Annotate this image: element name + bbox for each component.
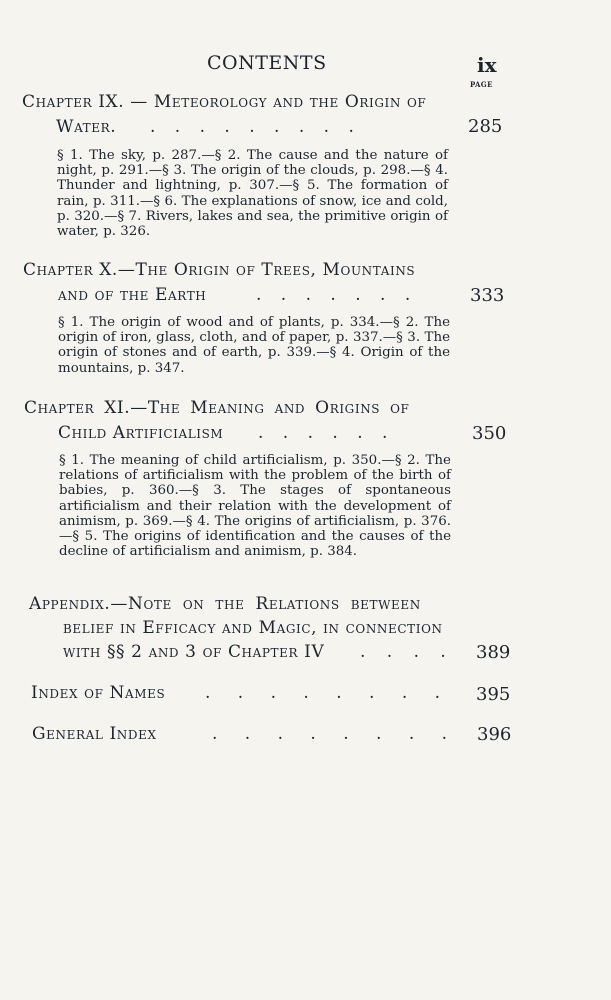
entry-description: § 1. The origin of wood and of plants, p. 334.—§ 2. The origin of iron, glass, cloth, and of paper, p. 337.—§ 3. The origin of stones and of earth, p. 339.—§ 4. Origin of the mountains, p. 347. [58,315,450,376]
leader-dots: . . . . . . . . [212,724,448,744]
leader-dots: . . . . [360,642,446,662]
entry-page-number: 395 [476,684,511,705]
entry-heading-line-1: Chapter IX. — Meteorology and the Origin of [22,92,427,112]
leader-dots: . . . . . . . [256,285,411,305]
page-title: CONTENTS [207,52,327,74]
entry-heading-line-2: and of the Earth [58,285,207,305]
leader-dots: . . . . . . [258,423,388,443]
entry-description: § 1. The sky, p. 287.—§ 2. The cause and the nature of night, p. 291.—§ 3. The origin of the clouds, p. 298.—§ 4. Thunder and lightning, p. 307.—§ 5. The formation of rain, p. 311.—§ 6. The explanations of snow, ice and cold, p. 320.—§ 7. Rivers, lakes and sea, the primitive origin of water, p. 326. [57,148,448,240]
entry-heading-line-3: with §§ 2 and 3 of Chapter IV [63,642,325,662]
entry-heading-line-2: belief in Efficacy and Magic, in connection [63,618,443,638]
entry-heading-line-1: Chapter X.—The Origin of Trees, Mountains [23,260,416,280]
entry-heading: Index of Names [31,683,166,703]
entry-page-number: 333 [470,285,505,306]
page-number: ix [477,53,497,77]
page-column-label: PAGE [470,80,493,89]
entry-heading-line-2: Child Artificialism [58,423,224,443]
entry-heading-line-2: Water. [56,117,117,137]
entry-page-number: 396 [477,724,512,745]
leader-dots: . . . . . . . . . [150,117,354,137]
leader-dots: . . . . . . . . [205,683,441,703]
entry-page-number: 285 [468,116,503,137]
entry-heading-line-1: Chapter XI.—The Meaning and Origins of [24,398,410,418]
entry-heading-line-1: Appendix.—Note on the Relations between [29,594,421,614]
entry-description: § 1. The meaning of child artificialism, p. 350.—§ 2. The relations of artificialism with the problem of the birth of babies, p. 360.—§ 3. The stages of spontaneous artificialism and their relation with the development of animism, p. 369.—§ 4. The origins of artificialism, p. 376.—§ 5. The origins of identification and the causes of the decline of artificialism and animism, p. 384. [59,453,451,560]
entry-page-number: 350 [472,423,507,444]
entry-heading: General Index [32,724,157,744]
entry-page-number: 389 [476,642,511,663]
